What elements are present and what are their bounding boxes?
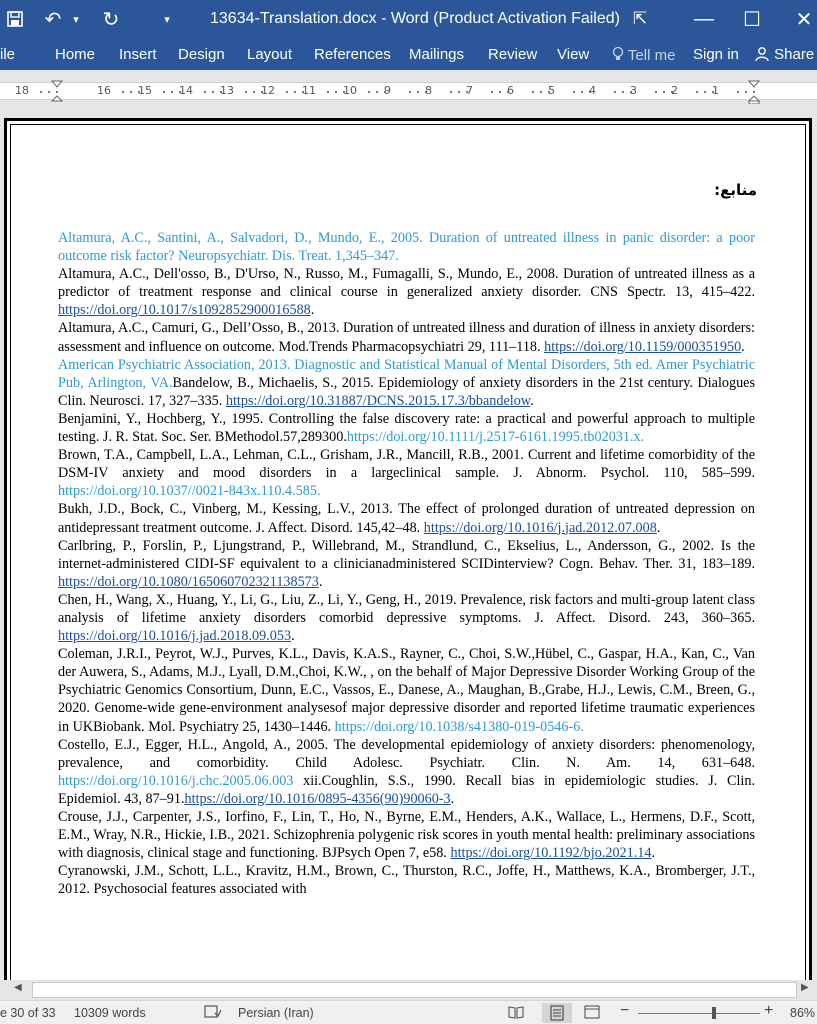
- share-button[interactable]: [754, 46, 814, 63]
- ruler-tick: [532, 91, 534, 93]
- ruler-number: 8: [425, 84, 432, 97]
- reference-text: Carlbring, P., Forslin, P., Ljungstrand, P., Willebrand, M., Strandlund, C., Ekselius, L., Andersson, G., 2002. Is the internet-administered CIDI-SF equivalent to a clinicianadministered SCIDinterview? Cogn. Behav. Ther. 31, 183–189.: [58, 537, 755, 572]
- ruler-tick: [204, 91, 206, 93]
- doi-link[interactable]: https://doi.org/10.1111/j.2517-6161.1995.tb02031.x: [346, 429, 641, 446]
- zoom-percent[interactable]: 86%: [790, 1006, 816, 1020]
- reference-text: .: [656, 519, 661, 536]
- language-indicator[interactable]: Persian (Iran): [238, 1006, 314, 1020]
- ribbon-display-options-icon[interactable]: ⇱: [632, 9, 648, 28]
- undo-dropdown-icon[interactable]: ▾: [73, 13, 79, 26]
- reference-text: .: [651, 845, 656, 862]
- ruler-tick: [622, 91, 624, 93]
- reference-text: .: [310, 302, 315, 319]
- doi-link[interactable]: https://doi.org/10.31887/DCNS.2015.17.3/bbandelow: [225, 392, 531, 409]
- tab-insert[interactable]: Insert: [119, 46, 157, 63]
- ruler-number: 2: [671, 84, 678, 97]
- reference-entry: [58, 500, 755, 536]
- page-count[interactable]: e 30 of 33: [0, 1006, 56, 1020]
- ruler-tick: [409, 91, 411, 93]
- reference-entry: [58, 862, 755, 898]
- reference-text: .: [450, 790, 455, 807]
- window-title: 13634-Translation.docx - Word (Product Activation Failed): [210, 10, 620, 27]
- tab-references[interactable]: References: [314, 46, 391, 63]
- doi-link[interactable]: https://doi.org/10.1016/j.chc.2005.06.003: [58, 772, 294, 789]
- ruler-number: 9: [384, 84, 391, 97]
- word-count[interactable]: 10309 words: [74, 1006, 146, 1020]
- ruler-tick: [294, 91, 296, 93]
- read-mode-icon[interactable]: [508, 1004, 524, 1023]
- ruler-tick: [753, 91, 755, 93]
- ruler-tick: [286, 91, 288, 93]
- tab-mailings[interactable]: Mailings: [409, 46, 465, 63]
- ruler-tick: [581, 91, 583, 93]
- reference-text: .: [318, 573, 323, 590]
- horizontal-ruler[interactable]: [0, 78, 817, 104]
- sign-in-link[interactable]: Sign in: [693, 46, 739, 63]
- ruler-number: 16: [97, 84, 111, 97]
- reference-text: Chen, H., Wang, X., Huang, Y., Li, G., Liu, Z., Li, Y., Geng, H., 2019. Prevalence, risk factors and multi-group latent class analysis of lifetime anxiety disorders comorbid depressive symptoms. J. Affect. Disord. 243, 360–365.: [58, 591, 755, 626]
- doi-link[interactable]: https://doi.org/10.1038/s41380-019-0546-6: [334, 718, 581, 735]
- ruler-number: 7: [466, 84, 473, 97]
- reference-entry: [58, 265, 755, 319]
- ruler-tick: [737, 91, 739, 93]
- ruler-tick: [655, 91, 657, 93]
- ruler-number: 5: [548, 84, 555, 97]
- reference-text: Altamura, A.C., Camuri, G., Dell’Osso, B., 2013. Duration of untreated illness and duration of illness in anxiety disorders: assessment and influence on outcome. Mod.Trends Pharmacopsychiatri 29, 111–118.: [58, 320, 755, 355]
- reference-text: Costello, E.J., Egger, H.L., Angold, A., 2005. The developmental epidemiology of anxiety disorders: phenomenology, prevalence, and comorbidity. Child Adolesc. Psychiatr. Clin. N. Am. 14, 631–648.: [58, 736, 755, 771]
- tab-home[interactable]: Home: [55, 46, 96, 63]
- scroll-right-icon[interactable]: ▶: [801, 982, 809, 993]
- reference-text: Altamura, A.C., Dell'osso, B., D'Urso, N., Russo, M., Fumagalli, S., Mundo, E., 2008. Duration of untreated illness as a predictor of treatment response and clinical course in generalized anxiety disorder. CNS Spectr. 13, 415–422.: [58, 266, 755, 301]
- ruler-tick: [491, 91, 493, 93]
- proofing-icon[interactable]: [204, 1004, 222, 1023]
- reference-entry: [58, 229, 755, 265]
- maximize-button[interactable]: ☐: [743, 8, 761, 31]
- reference-text: American Psychiatric Association, 2013. Diagnostic and Statistical Manual of Mental Disorders, 5th ed. Amer Psychiatric Pub, Arlington, VA.: [58, 356, 755, 391]
- reference-entry: [58, 446, 755, 500]
- reference-entry: [58, 410, 755, 446]
- horizontal-scrollbar[interactable]: [0, 980, 817, 1000]
- doi-link[interactable]: https://doi.org/10.1017/s1092852900016588: [58, 302, 311, 319]
- lightbulb-icon: [612, 46, 624, 62]
- document-page[interactable]: [4, 118, 812, 980]
- tab-layout[interactable]: Layout: [247, 46, 293, 63]
- reference-text: Bukh, J.D., Bock, C., Vinberg, M., Kessing, L.V., 2013. The effect of prolonged duration of untreated depression on antidepressant treatment outcome. J. Affect. Disord. 145,42–48.: [58, 501, 755, 536]
- zoom-slider-track[interactable]: [638, 1013, 760, 1014]
- ruler-tick: [704, 91, 706, 93]
- scrollbar-thumb[interactable]: [32, 982, 797, 998]
- reference-entry: [58, 537, 755, 591]
- scroll-left-icon[interactable]: ◀: [14, 982, 22, 993]
- ruler-tick: [540, 91, 542, 93]
- reference-text: .: [316, 483, 321, 500]
- reference-text: .: [291, 628, 295, 645]
- ruler-tick: [48, 91, 50, 93]
- reference-text: Brown, T.A., Campbell, L.A., Lehman, C.L., Grisham, J.R., Mancill, R.B., 2001. Current and lifetime comorbidity of the DSM-IV anxiety and mood disorders in a largeclinical sample. J. Abnorm. Psychol. 110, 585–599.: [58, 447, 755, 482]
- ruler-number: 18: [15, 84, 29, 97]
- tab-view[interactable]: View: [557, 46, 590, 63]
- ruler-tick: [696, 91, 698, 93]
- reference-text: .: [530, 392, 534, 409]
- ruler-tick: [212, 91, 214, 93]
- reference-entry: [58, 736, 755, 808]
- reference-text: Benjamini, Y., Hochberg, Y., 1995. Controlling the false discovery rate: a practical and powerful approach to multiple testing. J. R. Stat. Soc. Ser. BMethodol.57,289300.: [58, 410, 755, 446]
- references-heading: منابع:: [714, 181, 757, 199]
- ruler-number: 13: [220, 84, 234, 97]
- doi-link[interactable]: https://doi.org/10.1016/j.jad.2018.09.053: [58, 628, 292, 645]
- zoom-out-button[interactable]: −: [620, 1002, 630, 1019]
- reference-text: Crouse, J.J., Carpenter, J.S., Iorfino, F., Lin, T., Ho, N., Byrne, E.M., Henders, A.K., Wallace, L., Hermens, D.F., Scott, E.M., Wray, N.R., Hickie, I.B., 2021. Schizophrenia polygenic risk scores in youth mental health: preliminary associations with diagnosis, clinical stage and functioning. BJPsych Open 7, e58.: [58, 809, 755, 862]
- reference-text: .: [640, 429, 645, 446]
- title-bar: [0, 0, 817, 40]
- reference-text: Altamura, A.C., Santini, A., Salvadori, D., Mundo, E., 2005. Duration of untreated illness in panic disorder: a poor outcome risk factor? Neuropsychiatr. Dis. Treat. 1,345–347.: [58, 230, 755, 265]
- reference-text: .: [580, 718, 584, 735]
- ruler-tick: [56, 91, 58, 93]
- ruler-tick: [163, 91, 165, 93]
- print-layout-icon[interactable]: [542, 1003, 572, 1023]
- undo-icon[interactable]: ↶: [44, 8, 62, 31]
- ruler-number: 3: [630, 84, 637, 97]
- ruler-tick: [245, 91, 247, 93]
- reference-list: [58, 229, 755, 898]
- doi-link[interactable]: https://doi.org/10.1080/165060702321138573: [58, 573, 319, 590]
- minimize-button[interactable]: —: [694, 7, 714, 30]
- reference-entry: [58, 319, 755, 355]
- reference-entry: [58, 591, 755, 645]
- ruler-tick: [663, 91, 665, 93]
- ruler-tick: [368, 91, 370, 93]
- close-button[interactable]: ✕: [795, 8, 813, 31]
- status-bar: [0, 1000, 817, 1024]
- zoom-in-button[interactable]: +: [764, 1002, 774, 1019]
- ruler-number: 1: [712, 84, 719, 97]
- tell-me-search[interactable]: [612, 46, 675, 64]
- ruler-number: 15: [138, 84, 152, 97]
- doi-link[interactable]: https://doi.org/10.1192/bjo.2021.14: [450, 845, 652, 862]
- tell-me-label: Tell me: [627, 47, 676, 64]
- doi-link[interactable]: https://doi.org/10.1016/j.jad.2012.07.008: [423, 519, 657, 536]
- ruler-tick: [499, 91, 501, 93]
- ruler-number: 4: [589, 84, 596, 97]
- doi-link[interactable]: https://doi.org/10.1016/0895-4356(90)90060-3: [184, 790, 451, 807]
- tab-file[interactable]: ile: [0, 46, 16, 63]
- share-label: Share: [774, 46, 815, 63]
- web-layout-icon[interactable]: [584, 1004, 600, 1023]
- customize-quick-access-icon[interactable]: ▾: [164, 13, 170, 26]
- ruler-number: 10: [343, 84, 357, 97]
- ruler-tick: [171, 91, 173, 93]
- reference-text: Coleman, J.R.I., Peyrot, W.J., Purves, K.L., Davis, K.A.S., Rayner, C., Choi, S.W.,Hübel, C., Gaspar, H.A., Kan, C., Van der Auwera, S., Adams, M.J., Lyall, D.M.,Choi, K.W., , on the behalf of Major Depressive Disorder Working Group of the Psychiatric Genomics Consortium, Dunn, E.C., Vassos, E., Danese, A., Maughan, B.,Grabe, H.J., Lewis, C.M., Breen, G., 2020. Genome-wide gene-environment analysesof major depressive disorder and reported lifetime traumatic experiences in UKBiobank. Mol. Psychiatry 25, 1430–1446.: [58, 646, 755, 735]
- ribbon-tabs: [0, 40, 817, 70]
- person-icon: [754, 46, 770, 62]
- zoom-slider-thumb[interactable]: [712, 1007, 716, 1019]
- ruler-tick: [745, 91, 747, 93]
- ruler-number: 6: [507, 84, 514, 97]
- ruler-tick: [417, 91, 419, 93]
- ruler-tick: [327, 91, 329, 93]
- reference-text: .: [741, 338, 745, 355]
- ruler-tick: [335, 91, 337, 93]
- ruler-tick: [614, 91, 616, 93]
- ruler-tick: [40, 91, 42, 93]
- ruler-tick: [573, 91, 575, 93]
- ruler-number: 14: [179, 84, 193, 97]
- reference-text: xii.Coughlin, S.S., 1990. Recall bias in epidemiologic studies. J. Clin. Epidemiol. 43, 87–91.: [58, 772, 755, 807]
- ruler-tick: [450, 91, 452, 93]
- document-area[interactable]: [0, 110, 817, 980]
- ruler-tick: [376, 91, 378, 93]
- ruler-tick: [130, 91, 132, 93]
- ruler-tick: [458, 91, 460, 93]
- ruler-tick: [253, 91, 255, 93]
- ruler-number: 11: [302, 84, 316, 97]
- reference-text: Bandelow, B., Michaelis, S., 2015. Epidemiology of anxiety disorders in the 21st century. Dialogues Clin. Neurosci. 17, 327–335.: [58, 374, 756, 409]
- tab-design[interactable]: Design: [178, 46, 225, 63]
- redo-icon[interactable]: ↻: [102, 8, 120, 31]
- doi-link[interactable]: https://doi.org/10.1159/000351950: [544, 338, 742, 355]
- reference-entry: [58, 356, 755, 410]
- ruler-tick: [122, 91, 124, 93]
- ruler-number: 12: [261, 84, 275, 97]
- reference-entry: [58, 808, 755, 862]
- reference-text: Cyranowski, J.M., Schott, L.L., Kravitz, H.M., Brown, C., Thurston, R.C., Joffe, H., Matthews, K.A., Bromberger, J.T., 2012. Psychosocial features associated with: [58, 863, 755, 898]
- reference-entry: [58, 645, 755, 735]
- tab-review[interactable]: Review: [488, 46, 538, 63]
- save-icon[interactable]: [2, 6, 28, 32]
- doi-link[interactable]: https://doi.org/10.1037//0021-843x.110.4.585: [58, 483, 317, 500]
